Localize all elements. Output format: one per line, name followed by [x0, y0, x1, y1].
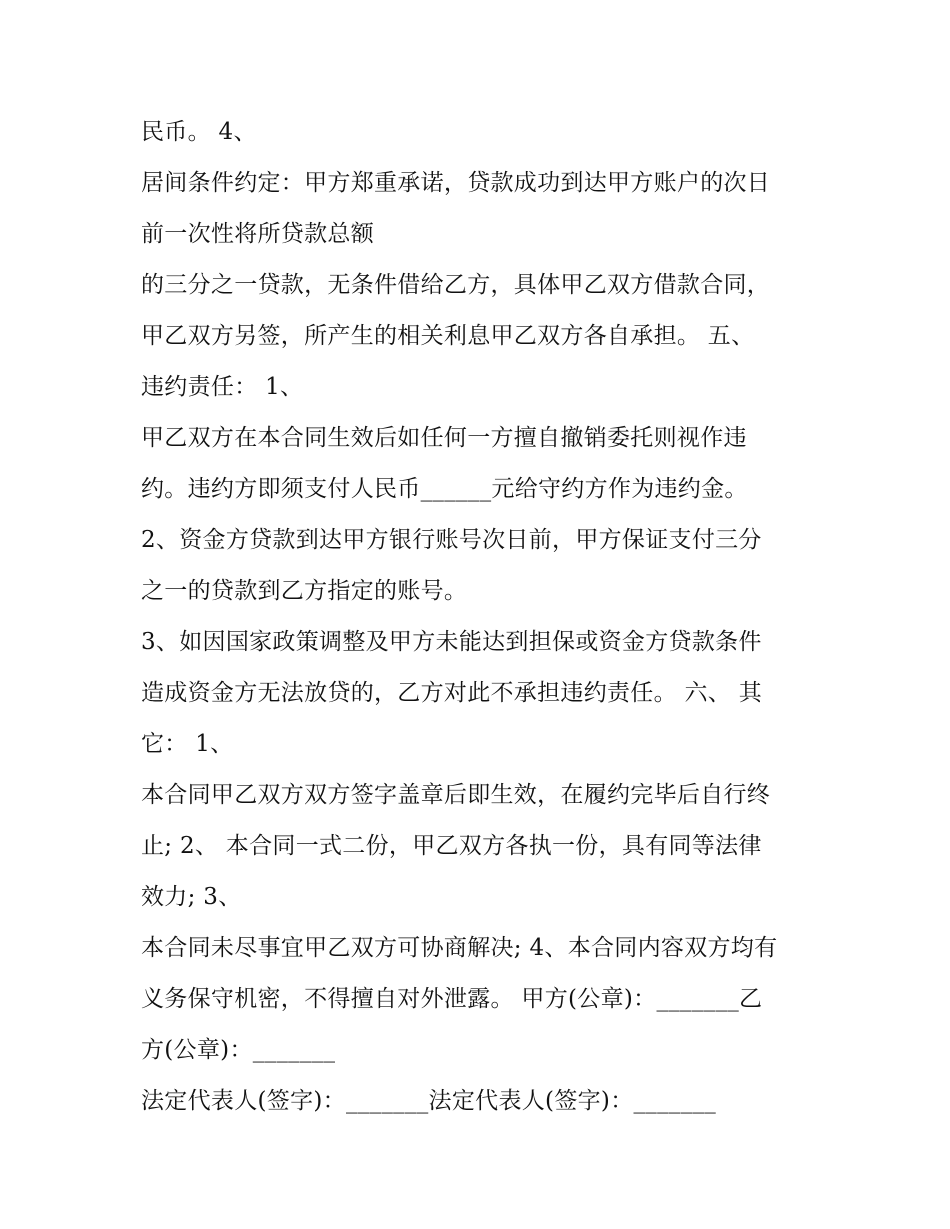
- text-line: 义务保守机密，不得擅自对外泄露。 甲方(公章)：_______乙: [141, 986, 763, 1012]
- text-line: 造成资金方无法放贷的，乙方对此不承担违约责任。 六、 其: [141, 680, 763, 706]
- document-body: [141, 107, 831, 1127]
- text-line: 方(公章)：_______: [141, 1037, 336, 1063]
- text-line: 前一次性将所贷款总额: [141, 221, 374, 247]
- text-line: 民币。 4、: [141, 119, 257, 145]
- text-line: 本合同未尽事宜甲乙双方可协商解决; 4、本合同内容双方均有: [141, 935, 778, 961]
- text-line: 居间条件约定：甲方郑重承诺，贷款成功到达甲方账户的次日: [141, 170, 771, 196]
- text-line: 效力; 3、: [141, 884, 242, 910]
- text-line: 它： 1、: [141, 731, 234, 757]
- text-line: 的三分之一贷款，无条件借给乙方，具体甲乙双方借款合同，: [141, 272, 771, 298]
- text-line: 约。违约方即须支付人民币______元给守约方作为违约金。: [141, 476, 748, 502]
- text-line: 2、资金方贷款到达甲方银行账号次日前，甲方保证支付三分: [141, 527, 762, 553]
- text-line: 3、如因国家政策调整及甲方未能达到担保或资金方贷款条件: [141, 629, 762, 655]
- text-line: 之一的贷款到乙方指定的账号。: [141, 578, 468, 604]
- text-line: 违约责任： 1、: [141, 374, 304, 400]
- text-line: 甲乙双方在本合同生效后如任何一方擅自撤销委托则视作违: [141, 425, 747, 451]
- text-line: 本合同甲乙双方双方签字盖章后即生效，在履约完毕后自行终: [141, 782, 771, 808]
- text-line: 甲乙双方另签，所产生的相关利息甲乙双方各自承担。 五、: [141, 323, 755, 349]
- text-line: 止; 2、 本合同一式二份，甲乙双方各执一份，具有同等法律: [141, 833, 762, 859]
- text-line: 法定代表人(签字)：_______法定代表人(签字)：_______: [141, 1088, 717, 1114]
